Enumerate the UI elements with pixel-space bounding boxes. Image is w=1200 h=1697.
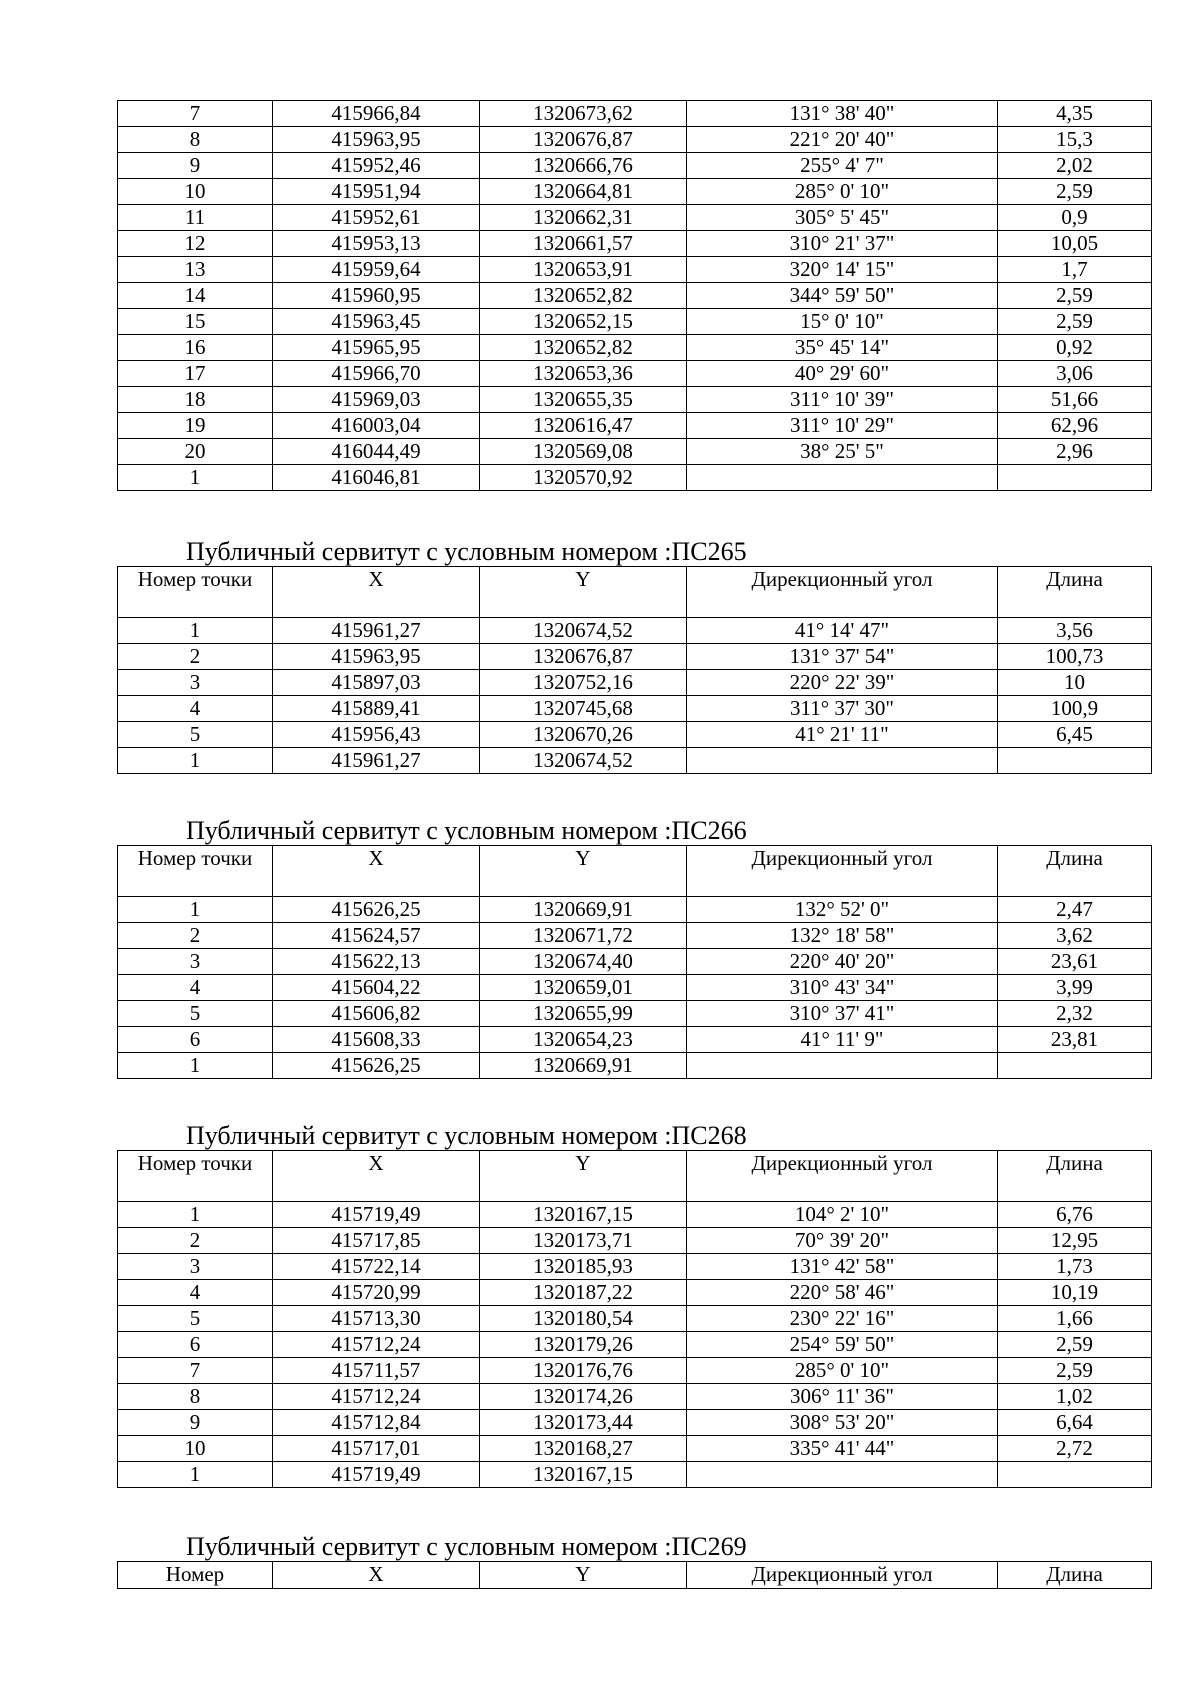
y-cell: 1320652,82 [480, 283, 687, 309]
x-cell: 415956,43 [273, 722, 480, 748]
header-angle: Дирекционный угол [687, 567, 998, 618]
point-number-cell: 7 [118, 1358, 273, 1384]
x-cell: 415961,27 [273, 618, 480, 644]
table-row [118, 1462, 1152, 1488]
table-row [118, 1053, 1152, 1079]
y-cell: 1320653,91 [480, 257, 687, 283]
angle-cell: 306° 11' 36" [687, 1384, 998, 1410]
x-cell: 415604,22 [273, 975, 480, 1001]
point-number-cell: 18 [118, 387, 273, 413]
length-cell: 23,61 [998, 949, 1152, 975]
y-cell: 1320669,91 [480, 1053, 687, 1079]
y-cell: 1320745,68 [480, 696, 687, 722]
angle-cell: 131° 37' 54" [687, 644, 998, 670]
point-number-cell: 8 [118, 1384, 273, 1410]
x-cell: 415717,01 [273, 1436, 480, 1462]
angle-cell: 335° 41' 44" [687, 1436, 998, 1462]
header-angle: Дирекционный угол [687, 1151, 998, 1202]
header-point-number: Номер [118, 1562, 273, 1589]
coordinates-table-ps265 [117, 566, 1152, 774]
angle-cell: 230° 22' 16" [687, 1306, 998, 1332]
angle-cell: 311° 37' 30" [687, 696, 998, 722]
length-cell: 2,59 [998, 309, 1152, 335]
point-number-cell: 6 [118, 1027, 273, 1053]
table-row [118, 101, 1152, 127]
table-row [118, 1332, 1152, 1358]
length-cell: 15,3 [998, 127, 1152, 153]
table-row [118, 179, 1152, 205]
point-number-cell: 7 [118, 101, 273, 127]
angle-cell: 285° 0' 10" [687, 1358, 998, 1384]
angle-cell: 255° 4' 7" [687, 153, 998, 179]
x-cell: 415712,24 [273, 1384, 480, 1410]
x-cell: 416044,49 [273, 439, 480, 465]
table-row [118, 1228, 1152, 1254]
y-cell: 1320185,93 [480, 1254, 687, 1280]
table-row [118, 618, 1152, 644]
table-row [118, 748, 1152, 774]
point-number-cell: 2 [118, 1228, 273, 1254]
point-number-cell: 9 [118, 153, 273, 179]
y-cell: 1320673,62 [480, 101, 687, 127]
y-cell: 1320173,44 [480, 1410, 687, 1436]
angle-cell: 220° 58' 46" [687, 1280, 998, 1306]
angle-cell: 41° 21' 11" [687, 722, 998, 748]
point-number-cell: 15 [118, 309, 273, 335]
length-cell: 100,9 [998, 696, 1152, 722]
table-row [118, 1254, 1152, 1280]
angle-cell: 221° 20' 40" [687, 127, 998, 153]
x-cell: 415952,61 [273, 205, 480, 231]
x-cell: 415608,33 [273, 1027, 480, 1053]
x-cell: 416003,04 [273, 413, 480, 439]
y-cell: 1320674,52 [480, 618, 687, 644]
length-cell: 0,9 [998, 205, 1152, 231]
angle-cell: 220° 40' 20" [687, 949, 998, 975]
length-cell: 10,05 [998, 231, 1152, 257]
angle-cell: 104° 2' 10" [687, 1202, 998, 1228]
table-row [118, 361, 1152, 387]
coordinates-table-ps266 [117, 845, 1152, 1079]
table-row [118, 127, 1152, 153]
point-number-cell: 10 [118, 1436, 273, 1462]
angle-cell: 132° 52' 0" [687, 897, 998, 923]
header-length: Длина [998, 1151, 1152, 1202]
point-number-cell: 11 [118, 205, 273, 231]
header-length: Длина [998, 567, 1152, 618]
length-cell: 6,64 [998, 1410, 1152, 1436]
point-number-cell: 16 [118, 335, 273, 361]
table-row [118, 1306, 1152, 1332]
point-number-cell: 19 [118, 413, 273, 439]
table-row [118, 231, 1152, 257]
y-cell: 1320666,76 [480, 153, 687, 179]
table-row [118, 696, 1152, 722]
angle-cell [687, 465, 998, 491]
angle-cell: 41° 11' 9" [687, 1027, 998, 1053]
length-cell: 23,81 [998, 1027, 1152, 1053]
x-cell: 415952,46 [273, 153, 480, 179]
table-row [118, 644, 1152, 670]
angle-cell: 308° 53' 20" [687, 1410, 998, 1436]
angle-cell: 344° 59' 50" [687, 283, 998, 309]
x-cell: 415626,25 [273, 1053, 480, 1079]
point-number-cell: 6 [118, 1332, 273, 1358]
point-number-cell: 4 [118, 696, 273, 722]
x-cell: 415953,13 [273, 231, 480, 257]
table-row [118, 335, 1152, 361]
length-cell: 2,72 [998, 1436, 1152, 1462]
table-row [118, 1358, 1152, 1384]
point-number-cell: 1 [118, 897, 273, 923]
angle-cell: 132° 18' 58" [687, 923, 998, 949]
table-header-row [118, 567, 1152, 618]
y-cell: 1320180,54 [480, 1306, 687, 1332]
y-cell: 1320674,52 [480, 748, 687, 774]
length-cell: 3,62 [998, 923, 1152, 949]
point-number-cell: 1 [118, 465, 273, 491]
y-cell: 1320570,92 [480, 465, 687, 491]
table-row [118, 1410, 1152, 1436]
y-cell: 1320676,87 [480, 127, 687, 153]
header-y: Y [480, 846, 687, 897]
header-point-number: Номер точки [118, 567, 273, 618]
angle-cell: 310° 37' 41" [687, 1001, 998, 1027]
x-cell: 415897,03 [273, 670, 480, 696]
length-cell: 3,99 [998, 975, 1152, 1001]
y-cell: 1320655,35 [480, 387, 687, 413]
y-cell: 1320174,26 [480, 1384, 687, 1410]
coordinates-table-ps269 [117, 1561, 1152, 1589]
length-cell: 2,59 [998, 1358, 1152, 1384]
y-cell: 1320168,27 [480, 1436, 687, 1462]
x-cell: 415719,49 [273, 1462, 480, 1488]
point-number-cell: 9 [118, 1410, 273, 1436]
table-row [118, 1384, 1152, 1410]
table-header-row [118, 846, 1152, 897]
table-row [118, 257, 1152, 283]
table-row [118, 975, 1152, 1001]
y-cell: 1320187,22 [480, 1280, 687, 1306]
length-cell: 1,73 [998, 1254, 1152, 1280]
length-cell: 1,7 [998, 257, 1152, 283]
point-number-cell: 1 [118, 1202, 273, 1228]
angle-cell: 310° 21' 37" [687, 231, 998, 257]
angle-cell: 311° 10' 29" [687, 413, 998, 439]
x-cell: 415606,82 [273, 1001, 480, 1027]
length-cell: 4,35 [998, 101, 1152, 127]
angle-cell: 305° 5' 45" [687, 205, 998, 231]
table-header-row [118, 1151, 1152, 1202]
point-number-cell: 3 [118, 670, 273, 696]
x-cell: 415963,95 [273, 127, 480, 153]
y-cell: 1320179,26 [480, 1332, 687, 1358]
point-number-cell: 4 [118, 1280, 273, 1306]
x-cell: 415960,95 [273, 283, 480, 309]
point-number-cell: 1 [118, 1053, 273, 1079]
angle-cell: 131° 42' 58" [687, 1254, 998, 1280]
length-cell: 2,96 [998, 439, 1152, 465]
y-cell: 1320569,08 [480, 439, 687, 465]
angle-cell: 220° 22' 39" [687, 670, 998, 696]
x-cell: 415889,41 [273, 696, 480, 722]
length-cell: 1,66 [998, 1306, 1152, 1332]
y-cell: 1320654,23 [480, 1027, 687, 1053]
y-cell: 1320674,40 [480, 949, 687, 975]
table-row [118, 1202, 1152, 1228]
table-row [118, 387, 1152, 413]
point-number-cell: 1 [118, 1462, 273, 1488]
header-x: X [273, 1562, 480, 1589]
x-cell: 415959,64 [273, 257, 480, 283]
y-cell: 1320173,71 [480, 1228, 687, 1254]
angle-cell: 320° 14' 15" [687, 257, 998, 283]
x-cell: 415626,25 [273, 897, 480, 923]
x-cell: 415965,95 [273, 335, 480, 361]
angle-cell [687, 1462, 998, 1488]
length-cell: 3,56 [998, 618, 1152, 644]
point-number-cell: 1 [118, 618, 273, 644]
header-y: Y [480, 567, 687, 618]
point-number-cell: 2 [118, 644, 273, 670]
length-cell: 2,02 [998, 153, 1152, 179]
y-cell: 1320176,76 [480, 1358, 687, 1384]
angle-cell: 131° 38' 40" [687, 101, 998, 127]
y-cell: 1320669,91 [480, 897, 687, 923]
table-row [118, 1436, 1152, 1462]
x-cell: 415717,85 [273, 1228, 480, 1254]
table-row [118, 1280, 1152, 1306]
point-number-cell: 3 [118, 1254, 273, 1280]
table-row [118, 1027, 1152, 1053]
x-cell: 415969,03 [273, 387, 480, 413]
length-cell: 1,02 [998, 1384, 1152, 1410]
header-y: Y [480, 1151, 687, 1202]
x-cell: 415961,27 [273, 748, 480, 774]
section-title-ps266: Публичный сервитут с условным номером :ПС266 [186, 816, 747, 845]
coordinates-table-continued [117, 100, 1152, 491]
y-cell: 1320652,15 [480, 309, 687, 335]
length-cell: 62,96 [998, 413, 1152, 439]
header-length: Длина [998, 1562, 1152, 1589]
length-cell: 2,59 [998, 283, 1152, 309]
y-cell: 1320653,36 [480, 361, 687, 387]
y-cell: 1320167,15 [480, 1462, 687, 1488]
point-number-cell: 2 [118, 923, 273, 949]
header-x: X [273, 846, 480, 897]
angle-cell: 35° 45' 14" [687, 335, 998, 361]
table-row [118, 923, 1152, 949]
x-cell: 415966,70 [273, 361, 480, 387]
table-row [118, 413, 1152, 439]
table-row [118, 1001, 1152, 1027]
table-row [118, 439, 1152, 465]
y-cell: 1320655,99 [480, 1001, 687, 1027]
point-number-cell: 17 [118, 361, 273, 387]
point-number-cell: 14 [118, 283, 273, 309]
angle-cell: 40° 29' 60" [687, 361, 998, 387]
angle-cell [687, 1053, 998, 1079]
length-cell: 0,92 [998, 335, 1152, 361]
table-row [118, 949, 1152, 975]
y-cell: 1320659,01 [480, 975, 687, 1001]
x-cell: 415712,24 [273, 1332, 480, 1358]
x-cell: 415722,14 [273, 1254, 480, 1280]
length-cell: 51,66 [998, 387, 1152, 413]
point-number-cell: 8 [118, 127, 273, 153]
point-number-cell: 20 [118, 439, 273, 465]
table-row [118, 670, 1152, 696]
length-cell [998, 1053, 1152, 1079]
point-number-cell: 5 [118, 1306, 273, 1332]
y-cell: 1320676,87 [480, 644, 687, 670]
section-title-ps268: Публичный сервитут с условным номером :ПС268 [186, 1121, 747, 1150]
x-cell: 415719,49 [273, 1202, 480, 1228]
y-cell: 1320661,57 [480, 231, 687, 257]
angle-cell [687, 748, 998, 774]
header-x: X [273, 567, 480, 618]
length-cell [998, 1462, 1152, 1488]
x-cell: 415624,57 [273, 923, 480, 949]
y-cell: 1320167,15 [480, 1202, 687, 1228]
table-row [118, 897, 1152, 923]
x-cell: 415713,30 [273, 1306, 480, 1332]
length-cell: 2,32 [998, 1001, 1152, 1027]
x-cell: 415951,94 [273, 179, 480, 205]
header-x: X [273, 1151, 480, 1202]
x-cell: 415963,95 [273, 644, 480, 670]
length-cell: 2,59 [998, 1332, 1152, 1358]
length-cell [998, 465, 1152, 491]
length-cell: 12,95 [998, 1228, 1152, 1254]
y-cell: 1320670,26 [480, 722, 687, 748]
angle-cell: 70° 39' 20" [687, 1228, 998, 1254]
x-cell: 416046,81 [273, 465, 480, 491]
header-length: Длина [998, 846, 1152, 897]
length-cell: 3,06 [998, 361, 1152, 387]
table-row [118, 153, 1152, 179]
angle-cell: 311° 10' 39" [687, 387, 998, 413]
table-row [118, 283, 1152, 309]
y-cell: 1320662,31 [480, 205, 687, 231]
point-number-cell: 5 [118, 722, 273, 748]
length-cell: 2,47 [998, 897, 1152, 923]
header-point-number: Номер точки [118, 846, 273, 897]
section-title-ps269: Публичный сервитут с условным номером :ПС269 [186, 1532, 747, 1561]
point-number-cell: 5 [118, 1001, 273, 1027]
length-cell: 2,59 [998, 179, 1152, 205]
length-cell: 10 [998, 670, 1152, 696]
table-row [118, 309, 1152, 335]
y-cell: 1320752,16 [480, 670, 687, 696]
y-cell: 1320671,72 [480, 923, 687, 949]
x-cell: 415622,13 [273, 949, 480, 975]
y-cell: 1320616,47 [480, 413, 687, 439]
header-y: Y [480, 1562, 687, 1589]
header-angle: Дирекционный угол [687, 1562, 998, 1589]
angle-cell: 41° 14' 47" [687, 618, 998, 644]
table-row [118, 722, 1152, 748]
angle-cell: 254° 59' 50" [687, 1332, 998, 1358]
x-cell: 415966,84 [273, 101, 480, 127]
length-cell: 100,73 [998, 644, 1152, 670]
x-cell: 415711,57 [273, 1358, 480, 1384]
length-cell: 10,19 [998, 1280, 1152, 1306]
x-cell: 415720,99 [273, 1280, 480, 1306]
length-cell: 6,45 [998, 722, 1152, 748]
header-point-number: Номер точки [118, 1151, 273, 1202]
point-number-cell: 1 [118, 748, 273, 774]
angle-cell: 285° 0' 10" [687, 179, 998, 205]
y-cell: 1320652,82 [480, 335, 687, 361]
angle-cell: 15° 0' 10" [687, 309, 998, 335]
header-angle: Дирекционный угол [687, 846, 998, 897]
point-number-cell: 10 [118, 179, 273, 205]
section-title-ps265: Публичный сервитут с условным номером :ПС265 [186, 537, 747, 566]
angle-cell: 310° 43' 34" [687, 975, 998, 1001]
point-number-cell: 12 [118, 231, 273, 257]
point-number-cell: 13 [118, 257, 273, 283]
table-row [118, 465, 1152, 491]
x-cell: 415963,45 [273, 309, 480, 335]
coordinates-table-ps268 [117, 1150, 1152, 1488]
angle-cell: 38° 25' 5" [687, 439, 998, 465]
point-number-cell: 3 [118, 949, 273, 975]
table-header-row [118, 1562, 1152, 1589]
length-cell: 6,76 [998, 1202, 1152, 1228]
table-row [118, 205, 1152, 231]
x-cell: 415712,84 [273, 1410, 480, 1436]
length-cell [998, 748, 1152, 774]
y-cell: 1320664,81 [480, 179, 687, 205]
point-number-cell: 4 [118, 975, 273, 1001]
